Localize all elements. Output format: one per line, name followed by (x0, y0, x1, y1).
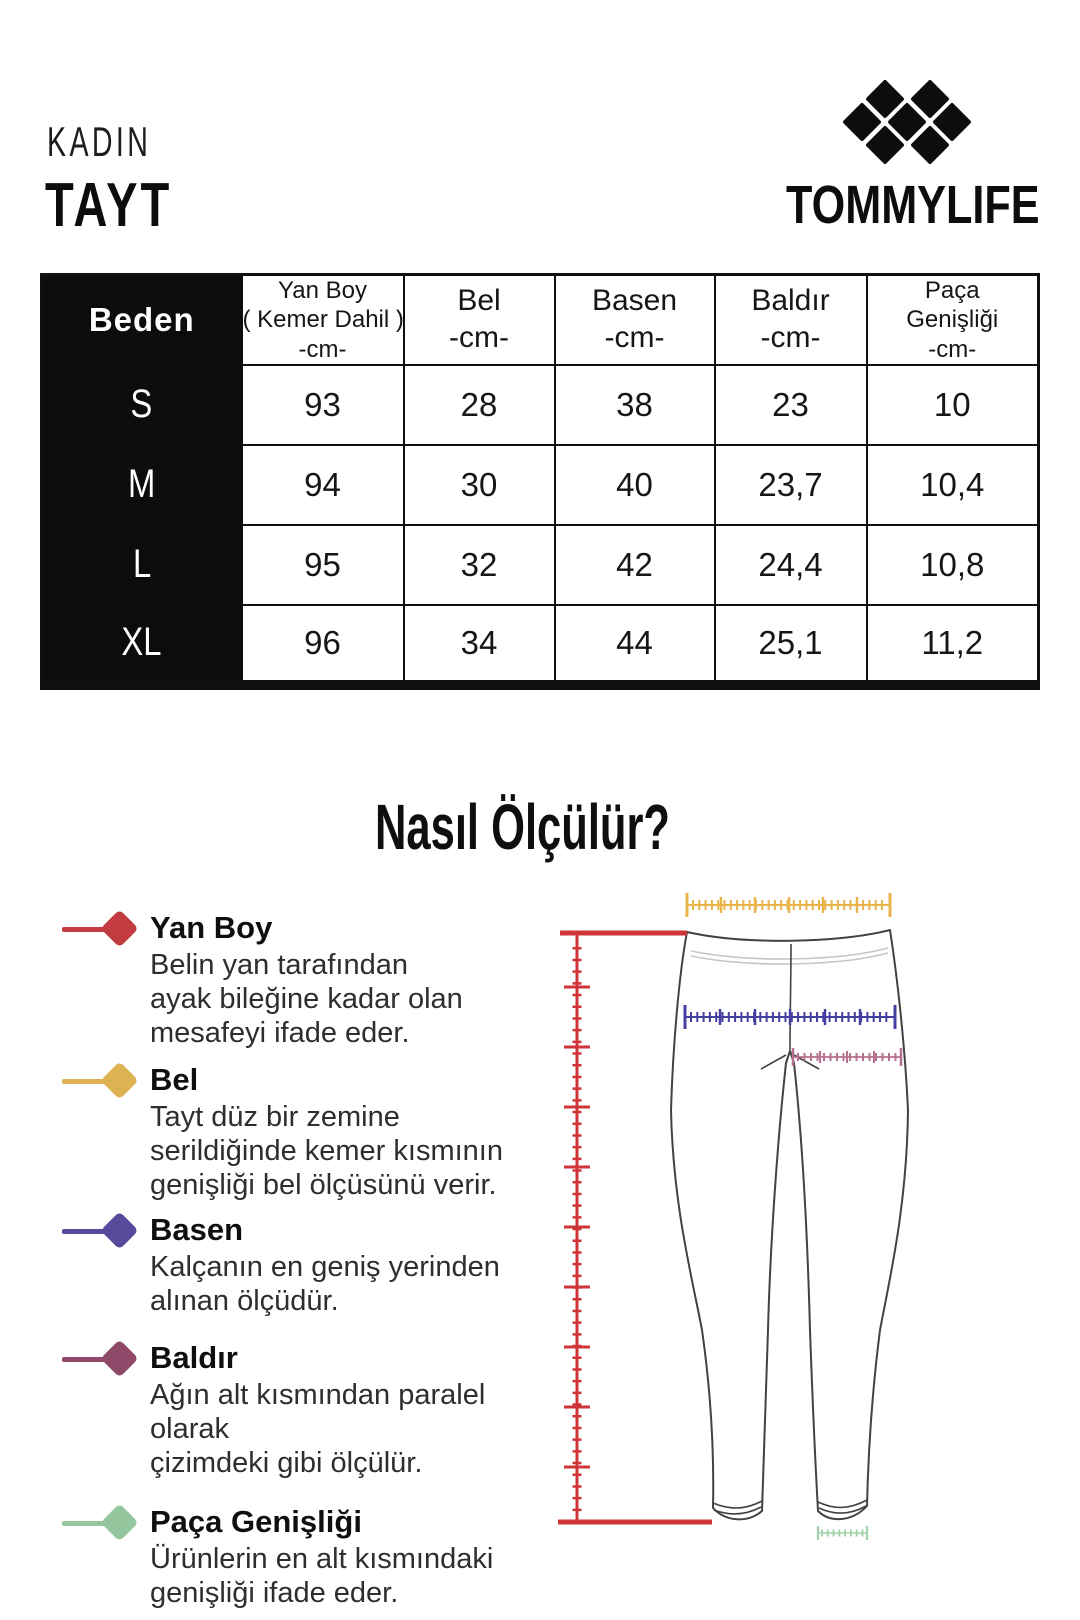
table-cell: 32 (404, 525, 555, 605)
table-cell: 24,4 (715, 525, 867, 605)
paca-tape (818, 1526, 867, 1540)
yan-boy-ruler (558, 933, 712, 1522)
size-cell: S (42, 365, 242, 445)
size-table (40, 273, 1040, 690)
size-cell: L (42, 525, 242, 605)
product-label: TAYT (45, 171, 173, 240)
column-header-paca-genisligi: Paça Genişliği -cm- (867, 275, 1039, 365)
diamond-icon (60, 1504, 140, 1542)
size-cell: XL (42, 605, 242, 685)
legend-item-basen: Basen Kalçanın en geniş yerinden alınan ölçüdür. (60, 1210, 540, 1318)
how-to-measure-title: Nasıl Ölçülür? (374, 791, 671, 863)
table-cell: 23 (715, 365, 867, 445)
measurement-legend (60, 908, 540, 1610)
table-cell: 42 (555, 525, 715, 605)
table-cell: 10,4 (867, 445, 1039, 525)
table-cell: 93 (242, 365, 404, 445)
table-cell: 95 (242, 525, 404, 605)
table-cell: 25,1 (715, 605, 867, 685)
diamond-icon (60, 1062, 140, 1100)
table-cell: 28 (404, 365, 555, 445)
table-cell: 30 (404, 445, 555, 525)
column-header-yan-boy: Yan Boy ( Kemer Dahil ) -cm- (242, 275, 404, 365)
table-cell: 34 (404, 605, 555, 685)
table-row-l (42, 525, 1039, 605)
table-cell: 10 (867, 365, 1039, 445)
brand-wordmark: TOMMYLIFE (786, 175, 1040, 235)
size-cell: M (42, 445, 242, 525)
table-cell: 44 (555, 605, 715, 685)
table-cell: 10,8 (867, 525, 1039, 605)
diamond-icon (60, 1212, 140, 1250)
table-cell: 96 (242, 605, 404, 685)
table-cell: 11,2 (867, 605, 1039, 685)
diamond-icon (60, 1340, 140, 1378)
table-cell: 40 (555, 445, 715, 525)
size-table-header-row (42, 275, 1039, 365)
column-header-beden: Beden (42, 275, 242, 365)
table-row-m (42, 445, 1039, 525)
column-header-basen: Basen -cm- (555, 275, 715, 365)
legend-item-bel: Bel Tayt düz bir zemine serildiğinde kemer kısmının genişliği bel ölçüsünü verir. (60, 1060, 540, 1202)
tommylife-diamonds-logo-icon (840, 86, 972, 174)
category-label: KADIN (47, 118, 152, 165)
table-cell: 23,7 (715, 445, 867, 525)
leggings-measure-diagram (540, 855, 980, 1555)
bel-tape (687, 893, 890, 917)
table-cell: 38 (555, 365, 715, 445)
table-row-xl (42, 605, 1039, 685)
column-header-baldir: Baldır -cm- (715, 275, 867, 365)
legend-item-baldir: Baldır Ağın alt kısmından paralel olarak çizimdeki gibi ölçülür. (60, 1338, 540, 1480)
legend-item-yan-boy: Yan Boy Belin yan tarafından ayak bileğine kadar olan mesafeyi ifade eder. (60, 908, 540, 1050)
diamond-icon (60, 910, 140, 948)
table-row-s (42, 365, 1039, 445)
table-cell: 94 (242, 445, 404, 525)
column-header-bel: Bel -cm- (404, 275, 555, 365)
legend-item-paca-genisligi: Paça Genişliği Ürünlerin en alt kısmındaki genişliği ifade eder. (60, 1502, 540, 1610)
